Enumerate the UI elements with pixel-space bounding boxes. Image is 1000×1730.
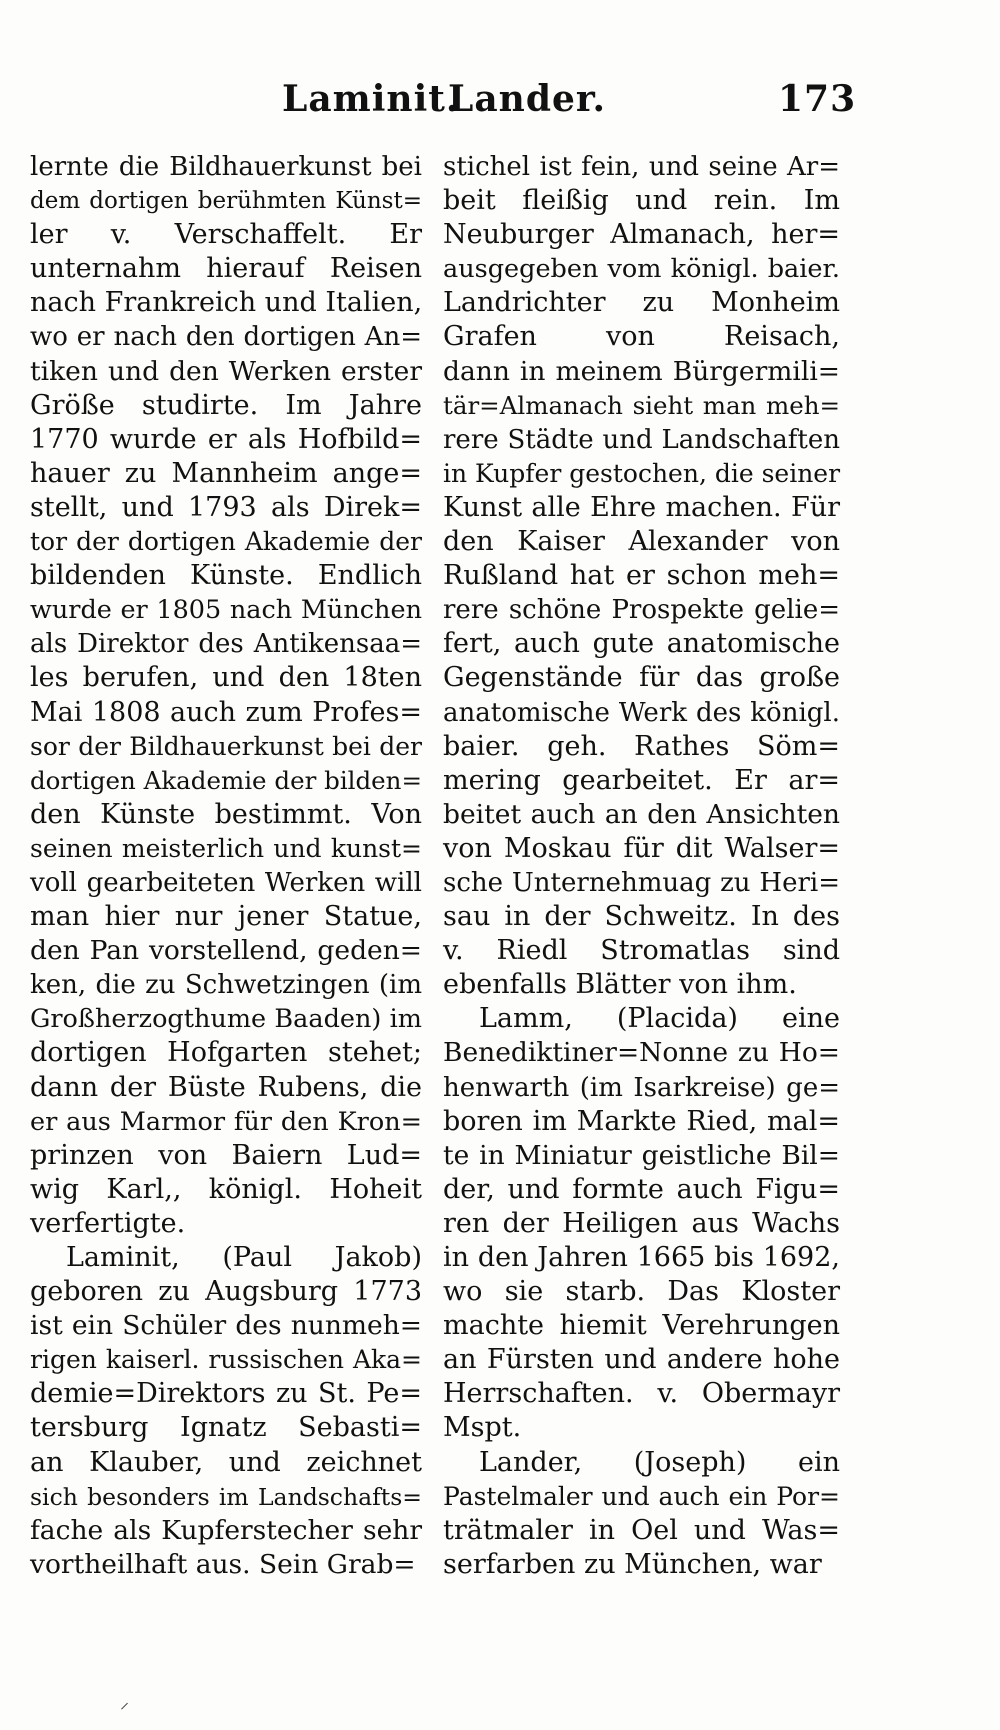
text-line: ist ein Schüler des nunmeh= bbox=[30, 1310, 422, 1342]
text-line: lernte die Bildhauerkunst bei bbox=[30, 152, 422, 182]
text-line: den Pan vorstellend, geden= bbox=[30, 935, 422, 967]
text-line: an Fürsten und andere hohe bbox=[443, 1344, 840, 1376]
text-line: prinzen von Baiern Lud= bbox=[30, 1139, 422, 1171]
text-line: Landrichter zu Monheim bbox=[443, 287, 840, 319]
left-column bbox=[30, 150, 422, 1582]
text-line: Laminit, (Paul Jakob) bbox=[66, 1242, 422, 1273]
text-line: als Direktor des Antikensaa= bbox=[30, 629, 422, 660]
text-line: der, und formte auch Figu= bbox=[443, 1173, 840, 1205]
text-line: bildenden Künste. Endlich bbox=[30, 560, 422, 592]
text-line: tiken und den Werken erster bbox=[30, 355, 422, 387]
text-line: stellt, und 1793 als Direk= bbox=[30, 491, 422, 523]
text-line: Kunst alle Ehre machen. Für bbox=[443, 491, 840, 523]
text-line: Größe studirte. Im Jahre bbox=[30, 389, 422, 421]
text-line: les berufen, und den 18ten bbox=[30, 662, 422, 694]
text-line: boren im Markte Ried, mal= bbox=[443, 1105, 840, 1137]
running-head-right: Lander. bbox=[448, 78, 607, 120]
text-line: Gegenstände für das große bbox=[443, 662, 840, 694]
text-line: tersburg Ignatz Sebasti= bbox=[30, 1412, 422, 1444]
text-line: Mai 1808 auch zum Profes= bbox=[30, 696, 422, 728]
text-line: in den Jahren 1665 bis 1692, bbox=[443, 1242, 840, 1273]
text-line: tär=Almanach sieht man meh= bbox=[443, 390, 840, 420]
text-line: fache als Kupferstecher sehr bbox=[30, 1514, 422, 1546]
text-line: hauer zu Mannheim ange= bbox=[30, 457, 422, 489]
text-line: rigen kaiserl. russischen Aka= bbox=[30, 1345, 422, 1375]
text-line: rere Städte und Landschaften bbox=[443, 424, 840, 455]
text-line: ausgegeben vom königl. baier. bbox=[443, 254, 840, 285]
text-line: Rußland hat er schon meh= bbox=[443, 560, 840, 592]
text-line: te in Miniatur geistliche Bil= bbox=[443, 1139, 840, 1171]
text-line: dortigen Akademie der bilden= bbox=[30, 765, 422, 795]
text-line: Benediktiner=Nonne zu Ho= bbox=[443, 1037, 840, 1069]
text-line: dann der Büste Rubens, die bbox=[30, 1071, 422, 1103]
text-line: wo er nach den dortigen An= bbox=[30, 322, 422, 353]
text-line: Neuburger Almanach, her= bbox=[443, 219, 840, 251]
text-line: dem dortigen berühmten Künst= bbox=[30, 188, 422, 215]
text-line: serfarben zu München, war bbox=[443, 1548, 822, 1580]
text-line: wig Karl,, königl. Hoheit bbox=[30, 1173, 422, 1205]
text-line: dortigen Hofgarten stehet; bbox=[30, 1037, 422, 1069]
text-line: Mspt. bbox=[443, 1412, 522, 1444]
text-line: tor der dortigen Akademie der bbox=[30, 527, 422, 557]
text-line: von Moskau für dit Walser= bbox=[443, 832, 840, 864]
text-line: verfertigte. bbox=[30, 1207, 186, 1239]
text-line: baier. geh. Rathes Söm= bbox=[443, 730, 840, 762]
text-line: seinen meisterlich und kunst= bbox=[30, 833, 422, 863]
text-line: wo sie starb. Das Kloster bbox=[443, 1276, 840, 1308]
text-line: vortheilhaft aus. Sein Grab= bbox=[30, 1548, 416, 1580]
text-line: an Klauber, und zeichnet bbox=[30, 1446, 422, 1478]
text-line: ebenfalls Blätter von ihm. bbox=[443, 969, 797, 1001]
text-line: v. Riedl Stromatlas sind bbox=[443, 935, 840, 967]
text-line: demie=Direktors zu St. Pe= bbox=[30, 1378, 422, 1410]
text-line: Lamm, (Placida) eine bbox=[479, 1003, 840, 1035]
text-line: ren der Heiligen aus Wachs bbox=[443, 1207, 840, 1239]
text-line: stichel ist fein, und seine Ar= bbox=[443, 152, 840, 182]
text-line: er aus Marmor für den Kron= bbox=[30, 1106, 422, 1137]
text-line: Herrschaften. v. Obermayr bbox=[443, 1378, 840, 1410]
right-column bbox=[443, 150, 840, 1582]
text-line: Lander, (Joseph) ein bbox=[479, 1446, 840, 1478]
text-line: machte hiemit Verehrungen bbox=[443, 1310, 840, 1342]
text-line: dann in meinem Bürgermili= bbox=[443, 355, 840, 387]
text-line: Großherzogthume Baaden) im bbox=[30, 1004, 422, 1035]
text-line: sor der Bildhauerkunst bei der bbox=[30, 731, 422, 761]
running-head bbox=[0, 78, 1000, 128]
text-line: ken, die zu Schwetzingen (im bbox=[30, 970, 422, 1001]
text-line: trätmaler in Oel und Was= bbox=[443, 1514, 840, 1546]
text-line: 1770 wurde er als Hofbild= bbox=[30, 423, 422, 455]
text-line: sau in der Schweitz. In des bbox=[443, 901, 840, 933]
text-line: rere schöne Prospekte gelie= bbox=[443, 595, 840, 626]
page-number: 173 bbox=[778, 78, 857, 120]
text-line: mering gearbeitet. Er ar= bbox=[443, 764, 840, 796]
text-line: anatomische Werk des königl. bbox=[443, 697, 840, 728]
stray-ink-mark: ⸝ bbox=[120, 1692, 129, 1713]
text-line: den Kaiser Alexander von bbox=[443, 526, 840, 558]
text-line: Pastelmaler und auch ein Por= bbox=[443, 1481, 840, 1511]
text-line: nach Frankreich und Italien, bbox=[30, 287, 423, 319]
text-line: den Künste bestimmt. Von bbox=[30, 798, 422, 830]
text-line: geboren zu Augsburg 1773 bbox=[30, 1276, 422, 1308]
text-line: ler v. Verschaffelt. Er bbox=[30, 219, 422, 251]
text-line: unternahm hierauf Reisen bbox=[30, 253, 422, 285]
text-line: sich besonders im Landschafts= bbox=[30, 1482, 422, 1511]
text-line: henwarth (im Isarkreise) ge= bbox=[443, 1072, 840, 1103]
text-line: man hier nur jener Statue, bbox=[30, 901, 422, 933]
text-line: voll gearbeiteten Werken will bbox=[30, 867, 422, 898]
text-line: sche Unternehmuag zu Heri= bbox=[443, 867, 840, 898]
text-line: in Kupfer gestochen, die seiner bbox=[443, 458, 841, 488]
running-head-left: Laminit. bbox=[282, 78, 460, 120]
text-line: beit fleißig und rein. Im bbox=[443, 185, 840, 217]
text-line: beitet auch an den Ansichten bbox=[443, 798, 840, 830]
text-line: wurde er 1805 nach München bbox=[30, 595, 422, 626]
text-line: Grafen von Reisach, bbox=[443, 321, 840, 353]
text-line: fert, auch gute anatomische bbox=[443, 628, 840, 660]
